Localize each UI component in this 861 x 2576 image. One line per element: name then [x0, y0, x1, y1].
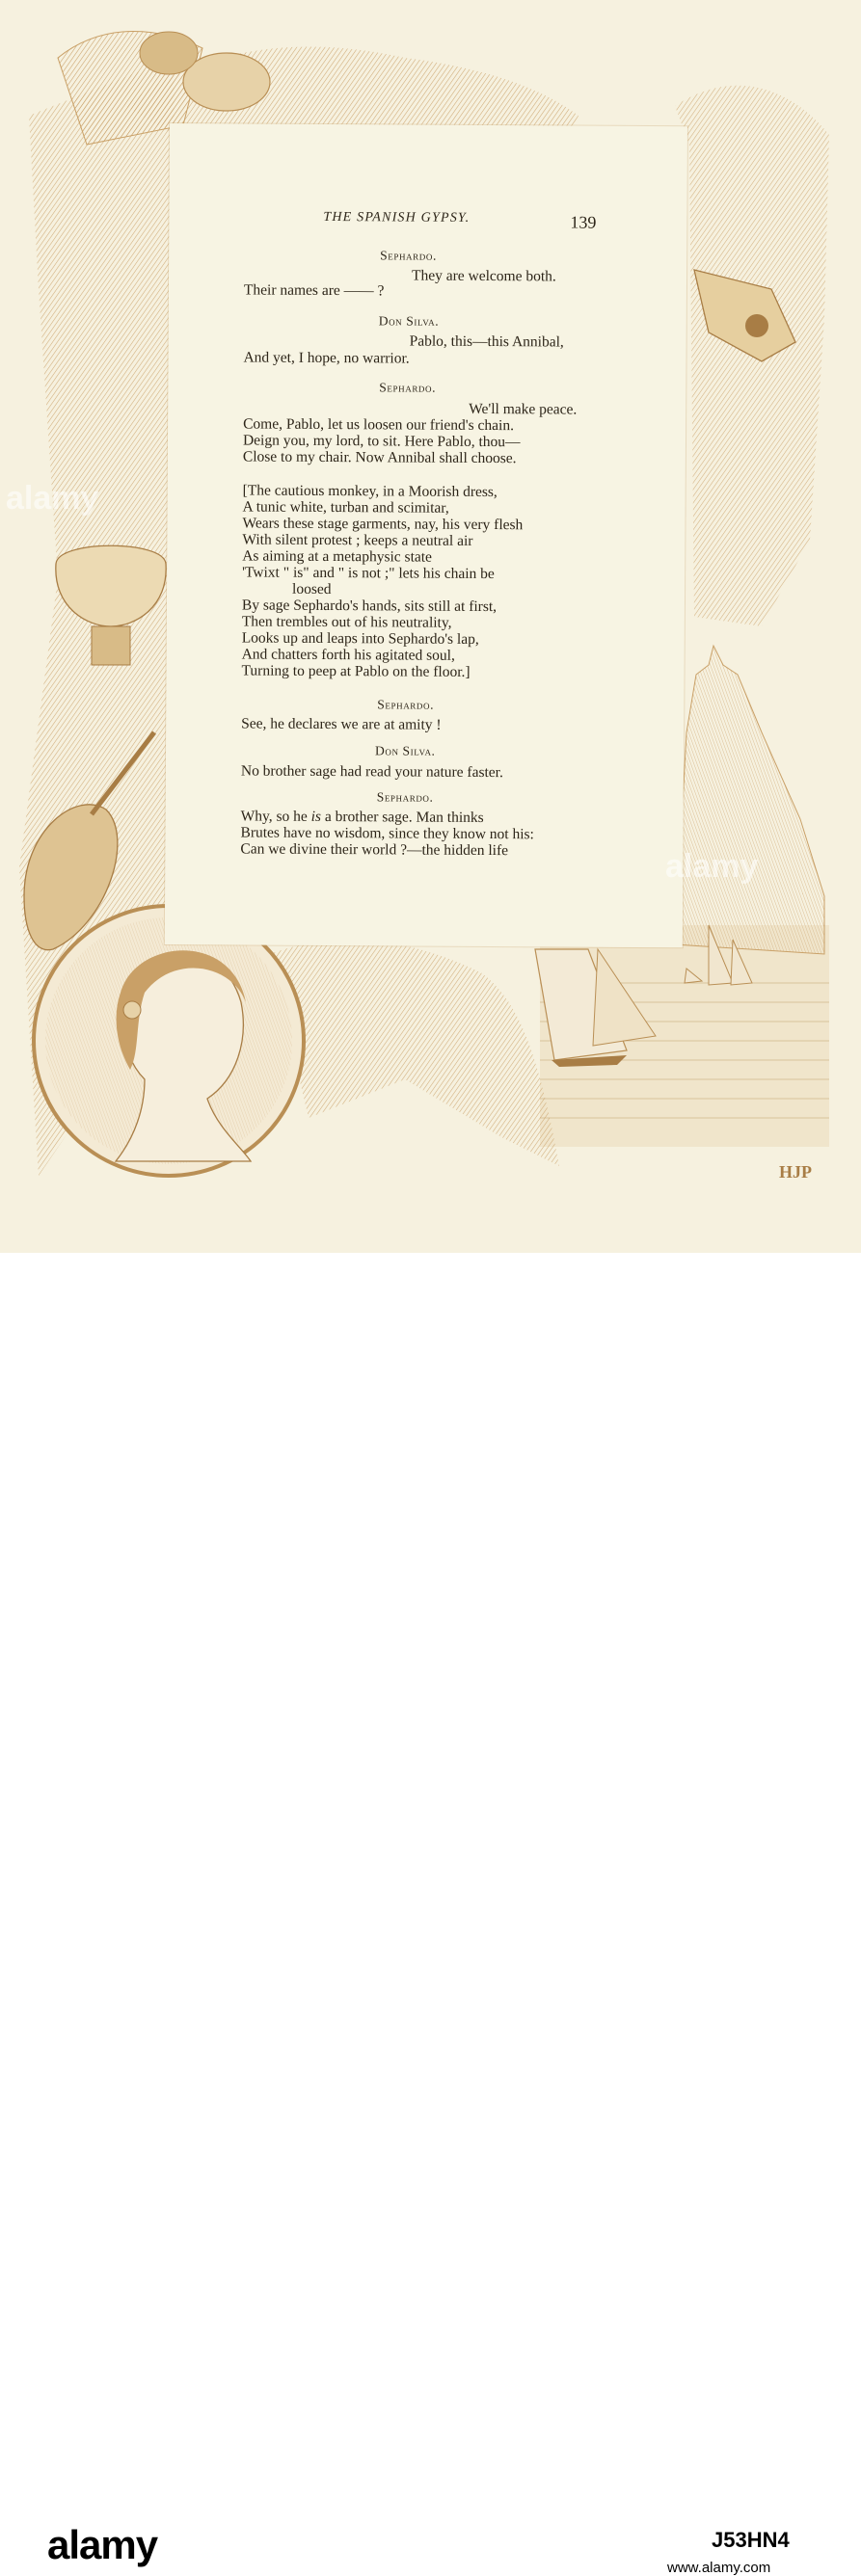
verse-line: Can we divine their world ?—the hidden life: [240, 840, 509, 860]
verse-text: a brother sage. Man thinks: [320, 808, 484, 827]
speaker-name: Sephardo.: [379, 380, 437, 395]
emphasis-text: is: [310, 808, 322, 825]
stage-direction-line: loosed: [291, 580, 332, 598]
verse-text: Why, so he: [240, 808, 311, 825]
image-id: J53HN4: [712, 2528, 790, 2552]
speaker-name: Don Silva.: [374, 743, 436, 758]
site-url: www.alamy.com: [667, 2560, 771, 2576]
stage-direction-line: Looks up and leaps into Sephardo's lap,: [241, 629, 479, 648]
verse-line: Brutes have no wisdom, since they know not his:: [240, 824, 534, 843]
watermark-tile: alamy: [6, 480, 99, 517]
stage-direction-line: A tunic white, turban and scimitar,: [242, 498, 449, 517]
speaker-name: Don Silva.: [378, 313, 440, 329]
stage-direction-line: And chatters forth his agitated soul,: [241, 646, 455, 664]
stage-direction-line: With silent protest ; keeps a neutral air: [242, 531, 473, 549]
stage-direction-line: Wears these stage garments, nay, his very flesh: [242, 515, 524, 534]
watermark-tile: alamy: [665, 848, 759, 885]
stock-footer: [0, 1253, 861, 2576]
speaker-name: Sephardo.: [380, 248, 438, 263]
verse-line: Deign you, my lord, to sit. Here Pablo, thou—: [242, 432, 521, 451]
running-head: THE SPANISH GYPSY.: [323, 209, 471, 226]
stage-direction-line: Turning to peep at Pablo on the floor.]: [241, 662, 471, 680]
verse-line: See, he declares we are at amity !: [241, 715, 442, 733]
verse-line: No brother sage had read your nature faster.: [240, 762, 503, 782]
stage-direction-line: Then trembles out of his neutrality,: [241, 613, 452, 631]
verse-line: Come, Pablo, let us loosen our friend's chain.: [243, 415, 515, 435]
stage-direction-line: 'Twixt " is" and " is not ;" lets his chain be: [242, 564, 495, 583]
alamy-logo: alamy: [47, 2522, 158, 2567]
page-number: 139: [570, 212, 597, 232]
text-panel: [165, 123, 687, 947]
verse-line: [241, 808, 484, 826]
stage-direction-line: [The cautious monkey, in a Moorish dress,: [242, 482, 498, 501]
artist-monogram: HJP: [779, 1162, 812, 1182]
verse-line: Pablo, this—this Annibal,: [409, 332, 564, 351]
book-page: [0, 0, 861, 1253]
speaker-name: Sephardo.: [377, 697, 435, 712]
speaker-name: Sephardo.: [376, 789, 434, 805]
verse-line: We'll make peace.: [469, 400, 578, 418]
stage-direction-line: By sage Sephardo's hands, sits still at first,: [241, 597, 498, 616]
verse-line: And yet, I hope, no warrior.: [243, 349, 410, 367]
stage-direction-line: As aiming at a metaphysic state: [242, 547, 433, 566]
verse-line: They are welcome both.: [411, 267, 556, 285]
verse-line: Their names are —— ?: [243, 281, 385, 300]
verse-line: Close to my chair. Now Annibal shall choose.: [242, 448, 517, 467]
